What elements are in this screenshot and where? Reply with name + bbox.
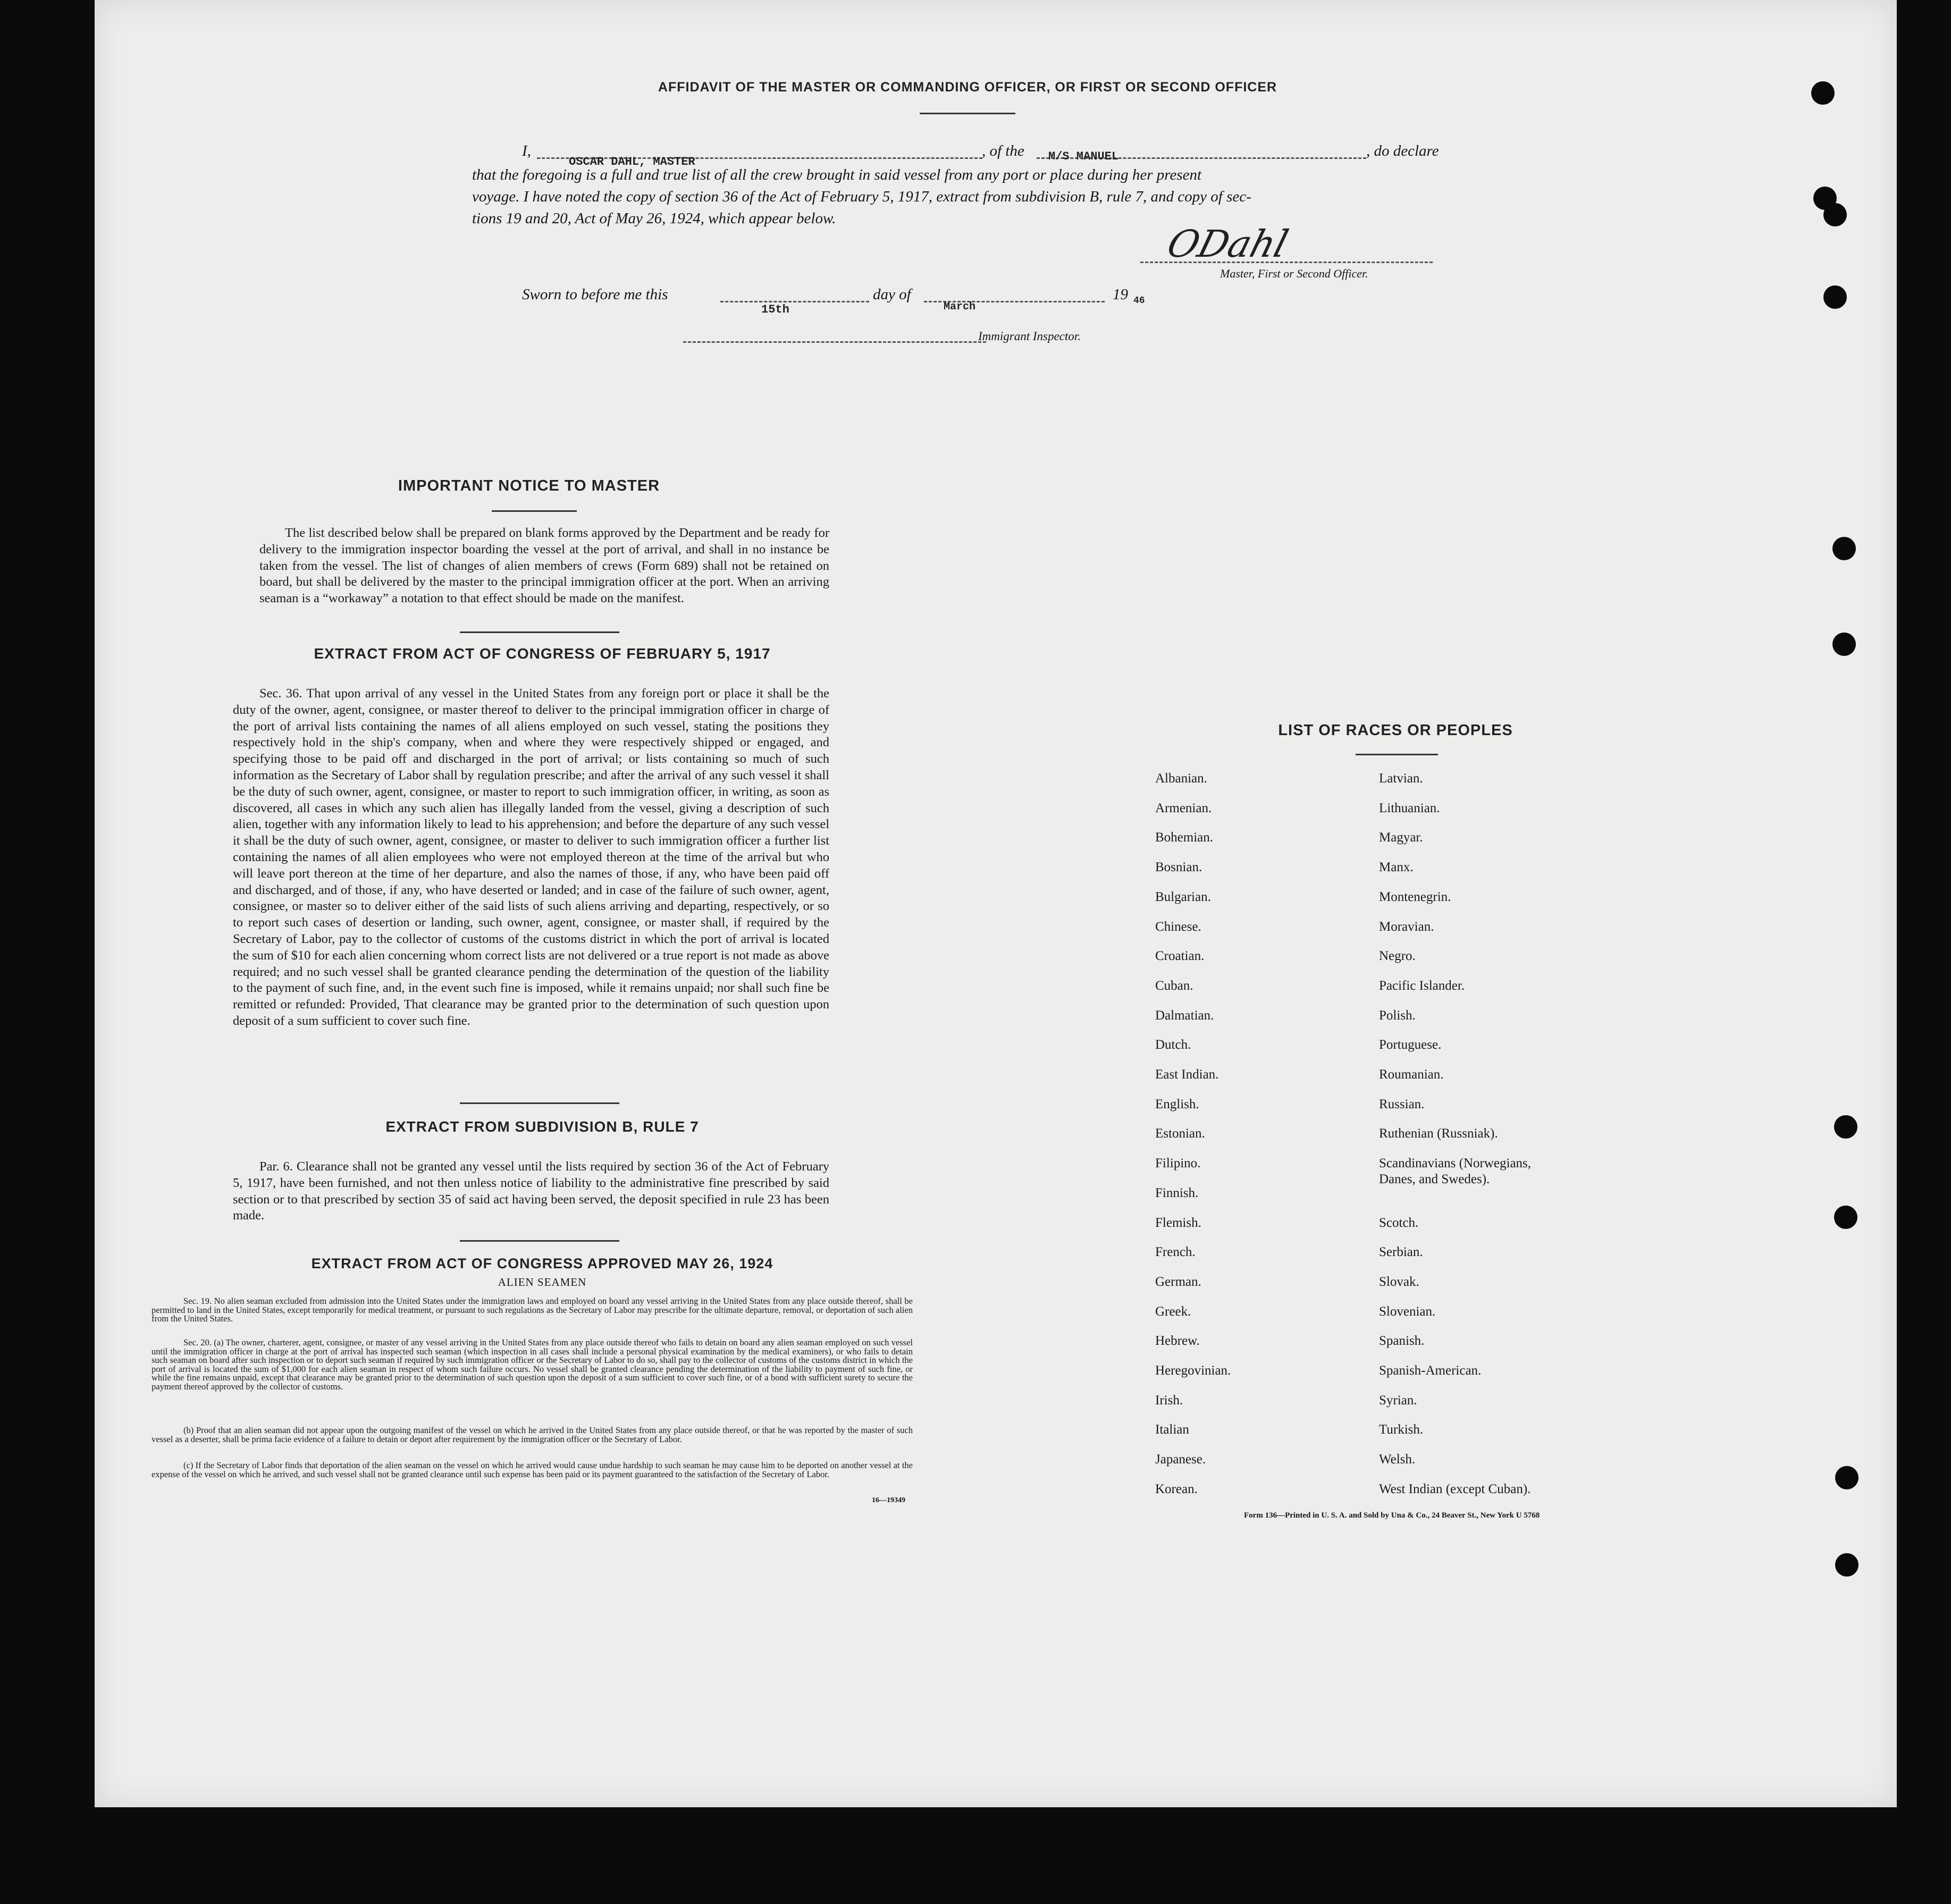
- affidavit-line-4: tions 19 and 20, Act of May 26, 1924, which appear below.: [472, 210, 836, 227]
- race-item: Russian.: [1379, 1097, 1425, 1111]
- race-item: West Indian (except Cuban).: [1379, 1481, 1531, 1496]
- master-signature: ODahl: [1163, 222, 1293, 266]
- race-item: Bulgarian.: [1155, 889, 1211, 904]
- race-item: Welsh.: [1379, 1452, 1416, 1467]
- race-item: Dalmatian.: [1155, 1008, 1214, 1023]
- notice-text: The list described below shall be prepared on blank forms approved by the Department and be ready for delivery to the immigration inspector boarding the vessel at the port of arrival, and shall in no instance be taken from the vessel. The list of changes of alien members of crews (Form 689) shall not be retained on board, but shall be delivered by the master to the principal immigration officer at the port. When an arriving seaman is a “workaway” a notation to that effect should be made on the manifest.: [259, 526, 829, 606]
- extract-1924-sec20c: (c) If the Secretary of Labor finds that deportation of the alien seaman on the vessel on which he arrived would cause undue hardship to such seaman he may cause him to be deported on another vessel at the expense of the vessel on which he arrived, and such vessel shall not be granted clearance until such expense has been paid or its payment guaranteed to the satisfaction of the Secretary of Labor.: [152, 1460, 913, 1479]
- extract-1924-sec20a: Sec. 20. (a) The owner, charterer, agent, consignee, or master of any vessel arriving in the United States from any place outside thereof who fails to detain on board any alien seaman employed on such vessel until the immigration officer in charge at the port of arrival has inspected such seaman (which inspection in all cases shall include a personal physical examination by the medical examiners), or who fails to detain such seaman on board after such inspection or to deport such seaman if required by such immigration officer or the Secretary of Labor to do so, shall pay to the collector of customs of the customs district in which the port of arrival is located the sum of $1,000 for each alien seaman in respect of whom such failure occurs. No vessel shall be granted clearance pending the determination of the liability to payment of such fine, or while the fine remains unpaid, except that clearance may be granted prior to the determination of such question upon the deposit of a sum sufficient to cover such fine, or of a bond with sufficient surety to secure the payment thereof approved by the collector of customs.: [152, 1337, 913, 1392]
- notice-title: IMPORTANT NOTICE TO MASTER: [398, 477, 660, 494]
- punch-hole: [1811, 81, 1835, 105]
- race-item: English.: [1155, 1097, 1199, 1111]
- printer-note: Form 136—Printed in U. S. A. and Sold by Una & Co., 24 Beaver St., New York U 5768: [1244, 1511, 1540, 1520]
- punch-hole: [1834, 1206, 1857, 1229]
- officer-label: Master, First or Second Officer.: [1220, 267, 1368, 280]
- affidavit-i-label: I,: [522, 142, 531, 159]
- race-item: Spanish-American.: [1379, 1363, 1482, 1378]
- sworn-day-value: 15th: [761, 303, 789, 316]
- race-item: Lithuanian.: [1379, 801, 1440, 815]
- inspector-line: [683, 341, 986, 343]
- day-of-label: day of: [873, 286, 911, 303]
- extract-rule7-title: EXTRACT FROM SUBDIVISION B, RULE 7: [385, 1118, 699, 1135]
- race-item: Heregovinian.: [1155, 1363, 1231, 1378]
- extract-1917-title: EXTRACT FROM ACT OF CONGRESS OF FEBRUARY 5, 1917: [314, 645, 771, 662]
- race-item: Albanian.: [1155, 771, 1207, 786]
- punch-hole: [1832, 537, 1856, 560]
- form-code: 16—19349: [872, 1496, 905, 1504]
- race-item: German.: [1155, 1274, 1201, 1289]
- extract-rule7-text: Par. 6. Clearance shall not be granted any vessel until the lists required by section 36 of the Act of February 5, 1917, have been furnished, and not then unless notice of liability to the administrative fine prescribed by said section or to that prescribed by section 35 of said act having been served, the deposit specified in rule 23 has been made.: [233, 1159, 829, 1223]
- race-item: Latvian.: [1379, 771, 1423, 786]
- race-item: Flemish.: [1155, 1215, 1201, 1230]
- sworn-day-line: [720, 301, 869, 302]
- punch-hole: [1823, 203, 1847, 226]
- race-item: Moravian.: [1379, 919, 1434, 934]
- race-item: Pacific Islander.: [1379, 978, 1465, 993]
- year-label: 19: [1113, 286, 1128, 303]
- race-item: Portuguese.: [1379, 1038, 1442, 1052]
- race-item: Finnish.: [1155, 1185, 1199, 1200]
- extract-1924-subtitle: ALIEN SEAMEN: [498, 1276, 587, 1288]
- signature-line: [1140, 262, 1433, 263]
- race-item: Filipino.: [1155, 1156, 1201, 1171]
- race-item: Turkish.: [1379, 1422, 1424, 1437]
- race-item: Serbian.: [1379, 1245, 1423, 1260]
- race-item: Montenegrin.: [1379, 889, 1451, 904]
- punch-hole: [1835, 1466, 1859, 1489]
- race-item: Cuban.: [1155, 978, 1193, 993]
- notice-title-rule: [492, 510, 577, 512]
- races-title-rule: [1356, 754, 1438, 755]
- race-item: Syrian.: [1379, 1393, 1417, 1408]
- affidavit-line-2: that the foregoing is a full and true list of all the crew brought in said vessel from any port or place during her present: [472, 166, 1202, 183]
- punch-hole: [1823, 285, 1847, 309]
- race-item: Japanese.: [1155, 1452, 1206, 1467]
- affidavit-title: AFFIDAVIT OF THE MASTER OR COMMANDING OFFICER, OR FIRST OR SECOND OFFICER: [658, 80, 1277, 95]
- extract-1917-text: Sec. 36. That upon arrival of any vessel in the United States from any foreign port or place it shall be the duty of the owner, agent, consignee, or master thereof to deliver to the principal immigration officer in charge of the port of arrival lists containing the names of all aliens employed on such vessel, stating the positions they respectively hold in the ship's company, when and where they were respectively shipped or engaged, and specifying those to be paid off and discharged in the port of arrival; or lists containing so much of such information as the Secretary of Labor shall by regulation prescribe; and after the arrival of any such vessel it shall be the duty of such owner, agent, consignee, or master to report to such immigration officer, in writing, as soon as discovered, all cases in which any such alien has illegally landed from the vessel, giving a description of such alien, together with any information likely to lead to his apprehension; and before the departure of any such vessel it shall be the duty of such owner, agent, consignee, or master to deliver to such immigration officer a further list containing the names of all alien employees who were not employed thereon at the time of the arrival but who will leave port thereon at the time of her departure, and also the names of those, if any, who have been paid off and discharged, and of those, if any, who have deserted or landed; and in case of the failure of such owner, agent, consignee, or master so to deliver either of the said lists of such aliens arriving and departing, respectively, or so to report such cases of desertion or landing, such owner, agent, consignee, or master shall, if required by the Secretary of Labor, pay to the collector of customs of the customs district in which the port of arrival is located the sum of $10 for each alien concerning whom correct lists are not delivered or a true report is not made as above required; and no such vessel shall be granted clearance pending the determination of the question of the liability to the payment of such fine, and, in the event such fine is imposed, while it remains unpaid; nor shall such fine be remitted or refunded: Provided, That clearance may be granted prior to the determination of such question upon deposit of a sum sufficient to cover such fine.: [233, 686, 829, 1028]
- race-item: Chinese.: [1155, 919, 1201, 934]
- race-item: East Indian.: [1155, 1067, 1219, 1082]
- race-item: Scotch.: [1379, 1215, 1419, 1230]
- extract-1924-title: EXTRACT FROM ACT OF CONGRESS APPROVED MAY 26, 1924: [311, 1256, 773, 1271]
- race-item: Korean.: [1155, 1481, 1198, 1496]
- punch-hole: [1832, 633, 1856, 656]
- race-item: Roumanian.: [1379, 1067, 1444, 1082]
- race-item: French.: [1155, 1245, 1196, 1260]
- extract-1924-sec19: Sec. 19. No alien seaman excluded from admission into the United States under the immigration laws and employed on board any vessel arriving in the United States from any place outside thereof, shall be permitted to land in the United States, except temporarily for medical treatment, or pursuant to such regulations as the Secretary of Labor may prescribe for the ultimate departure, removal, or deportation of such alien from the United States.: [152, 1296, 913, 1324]
- affidavit-line-3: voyage. I have noted the copy of section 36 of the Act of February 5, 1917, extract from subdivision B, rule 7, and copy of sec-: [472, 188, 1251, 205]
- race-item: Irish.: [1155, 1393, 1183, 1408]
- race-item: Magyar.: [1379, 830, 1423, 845]
- punch-hole: [1835, 1553, 1859, 1577]
- race-item: Bohemian.: [1155, 830, 1214, 845]
- race-item: Slovenian.: [1379, 1304, 1436, 1319]
- master-name-value: OSCAR DAHL, MASTER: [569, 155, 695, 169]
- race-item: Negro.: [1379, 949, 1416, 964]
- do-declare-label: , do declare: [1366, 142, 1439, 159]
- race-item: Ruthenian (Russniak).: [1379, 1126, 1498, 1141]
- race-item: Croatian.: [1155, 949, 1205, 964]
- inspector-label: Immigrant Inspector.: [978, 330, 1081, 343]
- race-item: Italian: [1155, 1422, 1189, 1437]
- race-item: Hebrew.: [1155, 1334, 1200, 1349]
- year-suffix-value: 46: [1133, 296, 1145, 306]
- divider-rule: [460, 1240, 619, 1242]
- sworn-label: Sworn to before me this: [522, 286, 668, 303]
- races-title: LIST OF RACES OR PEOPLES: [1278, 722, 1513, 739]
- race-item: Scandinavians (Norwegians, Danes, and Swedes).: [1379, 1156, 1532, 1187]
- divider-rule: [460, 631, 619, 633]
- race-item: Greek.: [1155, 1304, 1191, 1319]
- race-item: Manx.: [1379, 860, 1414, 875]
- race-item: Bosnian.: [1155, 860, 1202, 875]
- race-item: Armenian.: [1155, 801, 1212, 815]
- race-item: Spanish.: [1379, 1334, 1425, 1349]
- affidavit-title-rule: [920, 113, 1015, 114]
- race-item: Estonian.: [1155, 1126, 1205, 1141]
- divider-rule: [460, 1102, 619, 1104]
- race-item: Slovak.: [1379, 1274, 1419, 1289]
- race-item: Dutch.: [1155, 1038, 1191, 1052]
- vessel-name-value: M/S MANUEL: [1048, 150, 1119, 163]
- punch-hole: [1834, 1115, 1857, 1139]
- sworn-month-value: March: [944, 301, 976, 313]
- extract-1924-sec20b: (b) Proof that an alien seaman did not appear upon the outgoing manifest of the vessel on which he arrived in the United States from any place outside thereof, or that he was reported by the master of such vessel as a deserter, shall be prima facie evidence of a failure to detain or deport after requirement by the immigration officer or the Secretary of Labor.: [152, 1425, 913, 1444]
- race-item: Polish.: [1379, 1008, 1416, 1023]
- of-the-label: , of the: [982, 142, 1024, 159]
